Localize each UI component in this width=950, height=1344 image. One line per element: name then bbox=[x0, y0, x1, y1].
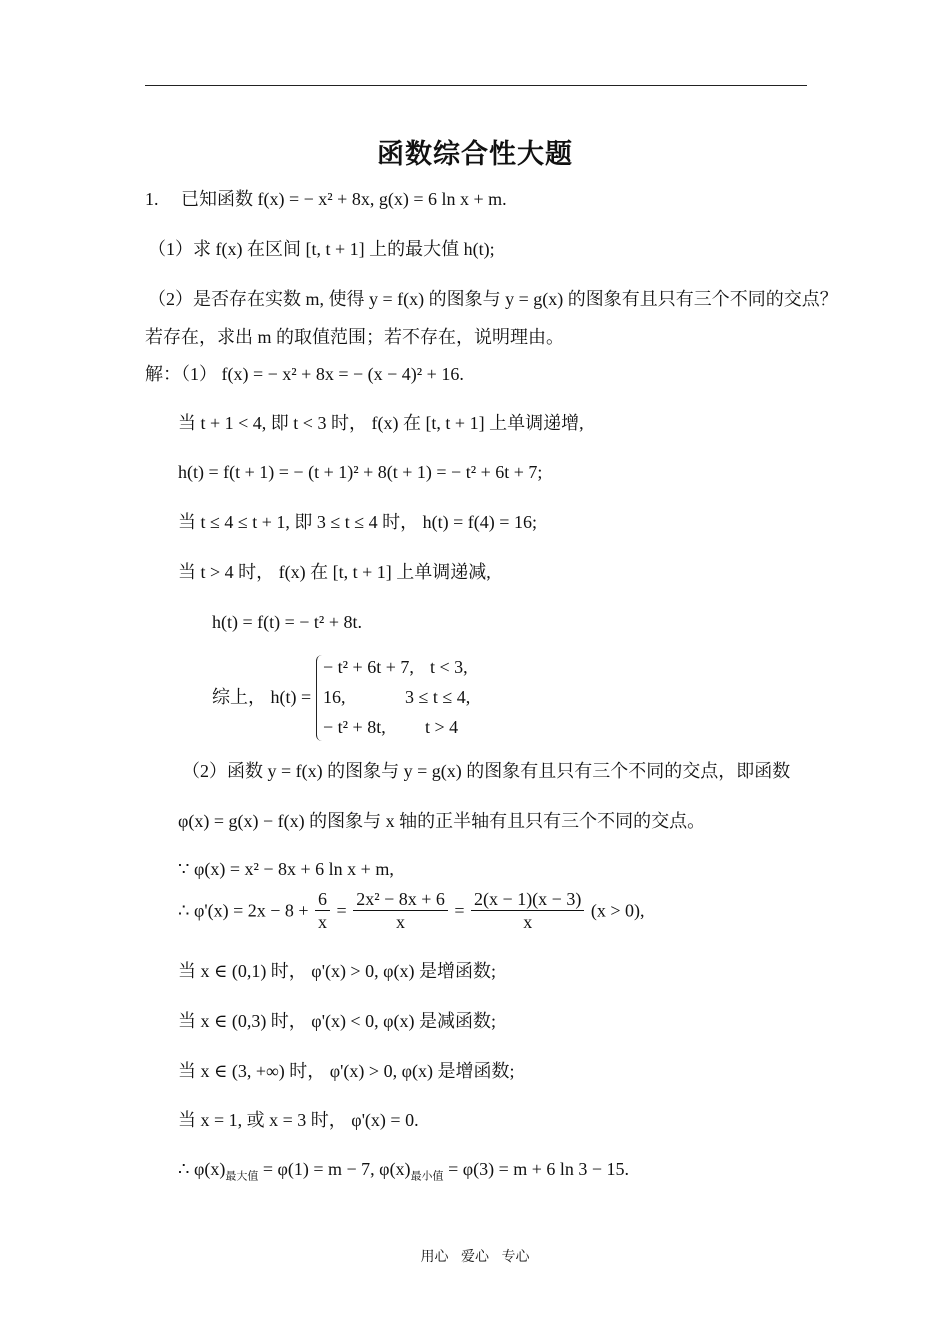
fraction-3 bbox=[471, 888, 584, 933]
extrema-a: ∴ φ(x) bbox=[178, 1159, 226, 1179]
equals-1: = bbox=[336, 900, 347, 921]
problem-part2-line2: 若存在，求出 m 的取值范围；若不存在，说明理由。 bbox=[145, 327, 564, 347]
solution-line-1: 解：（1） f(x) = − x² + 8x = − (x − 4)² + 16. bbox=[145, 364, 464, 384]
page-title: 函数综合性大题 bbox=[377, 139, 573, 170]
extrema-b: = φ(1) = m − 7, φ(x) bbox=[258, 1159, 411, 1179]
problem-part1: （1）求 f(x) 在区间 [t, t + 1] 上的最大值 h(t); bbox=[148, 239, 495, 259]
case3-cond: t > 4 bbox=[425, 717, 459, 737]
case2-expr: 16, bbox=[323, 687, 346, 707]
fraction-2-den: x bbox=[396, 912, 406, 932]
fraction-3-den: x bbox=[523, 912, 533, 932]
derivative-lead: ∴ φ'(x) = 2x − 8 + bbox=[178, 900, 309, 921]
solution-line-2: 当 t + 1 < 4, 即 t < 3 时， f(x) 在 [t, t + 1] 上单调递增, bbox=[178, 413, 584, 433]
fraction-1-den: x bbox=[318, 912, 328, 932]
fraction-1-num: 6 bbox=[315, 888, 330, 911]
solution-line-5: 当 t > 4 时， f(x) 在 [t, t + 1] 上单调递减, bbox=[178, 562, 491, 582]
min-subscript: 最小值 bbox=[410, 1169, 444, 1183]
part2-line-1: （2）函数 y = f(x) 的图象与 y = g(x) 的图象有且只有三个不同的交点，即函数 bbox=[182, 761, 791, 781]
case2-cond: 3 ≤ t ≤ 4, bbox=[405, 687, 471, 707]
part2-line-8: 当 x = 1, 或 x = 3 时， φ'(x) = 0. bbox=[178, 1110, 419, 1130]
problem-number: 1. bbox=[145, 189, 159, 209]
case3-expr: − t² + 8t, bbox=[323, 717, 386, 737]
part2-line-3: ∵ φ(x) = x² − 8x + 6 ln x + m, bbox=[178, 859, 394, 879]
summary-label: 综上， h(t) = bbox=[212, 687, 312, 707]
case1-cond: t < 3, bbox=[430, 657, 468, 677]
fraction-1 bbox=[315, 888, 330, 933]
part2-line-7: 当 x ∈ (3, +∞) 时， φ'(x) > 0, φ(x) 是增函数; bbox=[178, 1061, 515, 1081]
case1-expr: − t² + 6t + 7, bbox=[323, 657, 414, 677]
part2-line-2: φ(x) = g(x) − f(x) 的图象与 x 轴的正半轴有且只有三个不同的交点。 bbox=[178, 811, 706, 831]
problem-text: 已知函数 f(x) = − x² + 8x, g(x) = 6 ln x + m. bbox=[181, 189, 507, 209]
extrema-c: = φ(3) = m + 6 ln 3 − 15. bbox=[443, 1159, 630, 1179]
fraction-2-num: 2x² − 8x + 6 bbox=[353, 888, 448, 911]
part2-line-6: 当 x ∈ (0,3) 时， φ'(x) < 0, φ(x) 是减函数; bbox=[178, 1011, 496, 1031]
solution-line-6: h(t) = f(t) = − t² + 8t. bbox=[212, 612, 362, 632]
fraction-3-num: 2(x − 1)(x − 3) bbox=[471, 888, 584, 911]
part2-line-9 bbox=[178, 1158, 630, 1183]
problem-statement bbox=[145, 188, 507, 210]
equals-2: = bbox=[454, 900, 465, 921]
page-footer: 用心 爱心 专心 bbox=[420, 1249, 530, 1265]
fraction-2 bbox=[353, 888, 448, 933]
max-subscript: 最大值 bbox=[225, 1169, 259, 1183]
derivative-tail: (x > 0), bbox=[590, 900, 645, 921]
derivative-line bbox=[178, 888, 644, 933]
solution-line-4: 当 t ≤ 4 ≤ t + 1, 即 3 ≤ t ≤ 4 时， h(t) = f(4) = 16; bbox=[178, 512, 537, 532]
header-rule bbox=[145, 85, 807, 86]
problem-part2-line1: （2）是否存在实数 m, 使得 y = f(x) 的图象与 y = g(x) 的图象有且只有三个不同的交点？ bbox=[148, 289, 838, 309]
part2-line-5: 当 x ∈ (0,1) 时， φ'(x) > 0, φ(x) 是增函数; bbox=[178, 961, 496, 981]
solution-line-3: h(t) = f(t + 1) = − (t + 1)² + 8(t + 1) = − t² + 6t + 7; bbox=[178, 462, 543, 482]
